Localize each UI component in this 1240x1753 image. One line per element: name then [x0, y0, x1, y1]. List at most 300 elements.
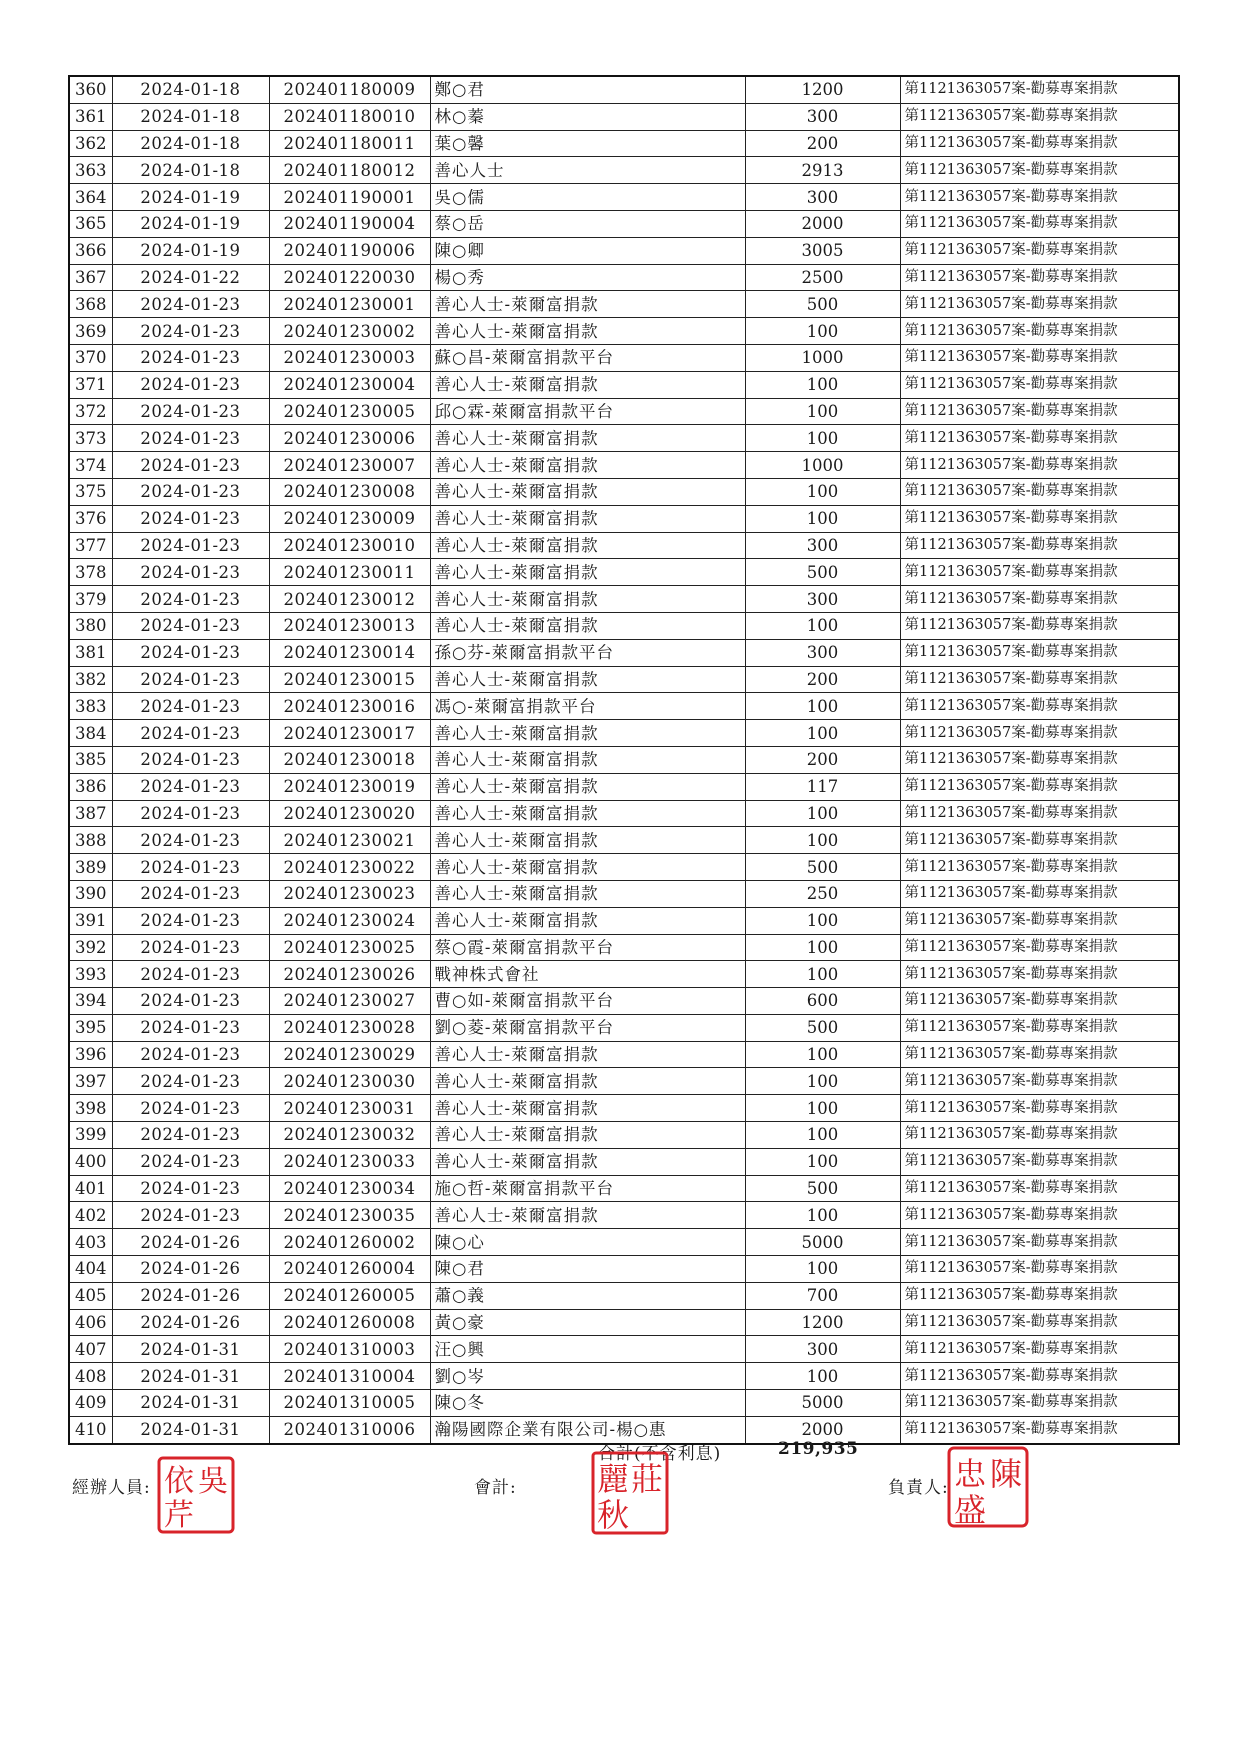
- cell-donor: 陳○君: [430, 1256, 745, 1283]
- cell-date: 2024-01-31: [112, 1336, 269, 1363]
- cell-amount: 500: [745, 1014, 900, 1041]
- cell-receipt-number: 202401230016: [269, 693, 430, 720]
- cell-note: 第1121363057案-勸募專案捐款: [900, 880, 1179, 907]
- cell-note: 第1121363057案-勸募專案捐款: [900, 184, 1179, 211]
- cell-row-number: 389: [69, 854, 112, 881]
- cell-receipt-number: 202401230021: [269, 827, 430, 854]
- cell-donor: 善心人士-萊爾富捐款: [430, 425, 745, 452]
- cell-date: 2024-01-23: [112, 1095, 269, 1122]
- cell-donor: 陳○心: [430, 1229, 745, 1256]
- cell-amount: 100: [745, 1363, 900, 1390]
- table-row: [69, 478, 1179, 505]
- cell-row-number: 388: [69, 827, 112, 854]
- table-row: [69, 1068, 1179, 1095]
- cell-donor: 劉○岑: [430, 1363, 745, 1390]
- table-row: [69, 210, 1179, 237]
- cell-date: 2024-01-23: [112, 746, 269, 773]
- table-row: [69, 720, 1179, 747]
- table-row: [69, 291, 1179, 318]
- table-row: [69, 425, 1179, 452]
- cell-note: 第1121363057案-勸募專案捐款: [900, 318, 1179, 345]
- cell-receipt-number: 202401230017: [269, 720, 430, 747]
- cell-receipt-number: 202401230034: [269, 1175, 430, 1202]
- cell-row-number: 401: [69, 1175, 112, 1202]
- cell-donor: 陳○冬: [430, 1390, 745, 1417]
- cell-date: 2024-01-31: [112, 1390, 269, 1417]
- cell-receipt-number: 202401230006: [269, 425, 430, 452]
- cell-date: 2024-01-31: [112, 1416, 269, 1443]
- cell-row-number: 398: [69, 1095, 112, 1122]
- cell-receipt-number: 202401230022: [269, 854, 430, 881]
- cell-row-number: 408: [69, 1363, 112, 1390]
- cell-note: 第1121363057案-勸募專案捐款: [900, 988, 1179, 1015]
- table-row: [69, 1390, 1179, 1417]
- cell-date: 2024-01-19: [112, 184, 269, 211]
- handler-seal-char-2: 依: [164, 1464, 194, 1499]
- cell-amount: 300: [745, 103, 900, 130]
- cell-receipt-number: 202401230011: [269, 559, 430, 586]
- table-row: [69, 371, 1179, 398]
- table-row: [69, 130, 1179, 157]
- cell-row-number: 367: [69, 264, 112, 291]
- table-row: [69, 237, 1179, 264]
- cell-amount: 100: [745, 1041, 900, 1068]
- cell-amount: 300: [745, 586, 900, 613]
- cell-donor: 善心人士-萊爾富捐款: [430, 318, 745, 345]
- cell-amount: 1000: [745, 344, 900, 371]
- table-row: [69, 907, 1179, 934]
- cell-row-number: 387: [69, 800, 112, 827]
- ledger-body: [69, 76, 1179, 1444]
- cell-date: 2024-01-18: [112, 103, 269, 130]
- cell-row-number: 375: [69, 478, 112, 505]
- cell-note: 第1121363057案-勸募專案捐款: [900, 907, 1179, 934]
- cell-date: 2024-01-23: [112, 586, 269, 613]
- cell-row-number: 371: [69, 371, 112, 398]
- cell-note: 第1121363057案-勸募專案捐款: [900, 746, 1179, 773]
- cell-date: 2024-01-23: [112, 478, 269, 505]
- cell-note: 第1121363057案-勸募專案捐款: [900, 1416, 1179, 1443]
- cell-amount: 100: [745, 318, 900, 345]
- cell-note: 第1121363057案-勸募專案捐款: [900, 237, 1179, 264]
- cell-donor: 善心人士-萊爾富捐款: [430, 1095, 745, 1122]
- accountant-label: 會計:: [474, 1478, 517, 1498]
- cell-note: 第1121363057案-勸募專案捐款: [900, 398, 1179, 425]
- cell-note: 第1121363057案-勸募專案捐款: [900, 291, 1179, 318]
- table-row: [69, 961, 1179, 988]
- cell-donor: 善心人士: [430, 157, 745, 184]
- cell-donor: 善心人士-萊爾富捐款: [430, 452, 745, 479]
- cell-date: 2024-01-23: [112, 773, 269, 800]
- table-row: [69, 880, 1179, 907]
- manager-label: 負責人:: [888, 1478, 949, 1498]
- cell-note: 第1121363057案-勸募專案捐款: [900, 157, 1179, 184]
- table-row: [69, 1014, 1179, 1041]
- cell-donor: 善心人士-萊爾富捐款: [430, 291, 745, 318]
- cell-row-number: 402: [69, 1202, 112, 1229]
- cell-date: 2024-01-23: [112, 907, 269, 934]
- cell-note: 第1121363057案-勸募專案捐款: [900, 130, 1179, 157]
- cell-amount: 5000: [745, 1229, 900, 1256]
- total-label: 合計(不含利息): [598, 1444, 722, 1464]
- cell-donor: 善心人士-萊爾富捐款: [430, 612, 745, 639]
- cell-date: 2024-01-23: [112, 532, 269, 559]
- cell-receipt-number: 202401230023: [269, 880, 430, 907]
- cell-row-number: 378: [69, 559, 112, 586]
- cell-receipt-number: 202401230025: [269, 934, 430, 961]
- cell-date: 2024-01-31: [112, 1363, 269, 1390]
- cell-donor: 蔡○岳: [430, 210, 745, 237]
- cell-receipt-number: 202401230004: [269, 371, 430, 398]
- table-row: [69, 1256, 1179, 1283]
- cell-amount: 1200: [745, 76, 900, 103]
- cell-amount: 100: [745, 505, 900, 532]
- cell-date: 2024-01-23: [112, 505, 269, 532]
- handler-seal: [156, 1455, 236, 1535]
- cell-receipt-number: 202401230035: [269, 1202, 430, 1229]
- cell-date: 2024-01-23: [112, 1014, 269, 1041]
- table-row: [69, 1148, 1179, 1175]
- cell-date: 2024-01-23: [112, 880, 269, 907]
- cell-note: 第1121363057案-勸募專案捐款: [900, 1282, 1179, 1309]
- cell-row-number: 400: [69, 1148, 112, 1175]
- cell-amount: 200: [745, 130, 900, 157]
- handler-label: 經辦人員:: [72, 1478, 151, 1498]
- cell-donor: 善心人士-萊爾富捐款: [430, 746, 745, 773]
- cell-date: 2024-01-18: [112, 130, 269, 157]
- table-row: [69, 1309, 1179, 1336]
- cell-row-number: 364: [69, 184, 112, 211]
- table-row: [69, 452, 1179, 479]
- accountant-seal-char-2: 麗: [596, 1460, 630, 1498]
- cell-row-number: 390: [69, 880, 112, 907]
- cell-donor: 善心人士-萊爾富捐款: [430, 1041, 745, 1068]
- cell-receipt-number: 202401180012: [269, 157, 430, 184]
- cell-row-number: 385: [69, 746, 112, 773]
- cell-amount: 100: [745, 371, 900, 398]
- cell-receipt-number: 202401230003: [269, 344, 430, 371]
- cell-amount: 200: [745, 666, 900, 693]
- table-row: [69, 76, 1179, 103]
- cell-note: 第1121363057案-勸募專案捐款: [900, 1309, 1179, 1336]
- cell-amount: 500: [745, 854, 900, 881]
- cell-receipt-number: 202401230027: [269, 988, 430, 1015]
- cell-note: 第1121363057案-勸募專案捐款: [900, 1256, 1179, 1283]
- cell-row-number: 403: [69, 1229, 112, 1256]
- cell-date: 2024-01-23: [112, 639, 269, 666]
- cell-donor: 邱○霖-萊爾富捐款平台: [430, 398, 745, 425]
- cell-donor: 鄭○君: [430, 76, 745, 103]
- cell-date: 2024-01-22: [112, 264, 269, 291]
- table-row: [69, 800, 1179, 827]
- cell-row-number: 380: [69, 612, 112, 639]
- cell-donor: 黃○豪: [430, 1309, 745, 1336]
- cell-receipt-number: 202401190004: [269, 210, 430, 237]
- cell-receipt-number: 202401260008: [269, 1309, 430, 1336]
- donation-ledger-table: [68, 75, 1180, 1445]
- cell-row-number: 384: [69, 720, 112, 747]
- cell-date: 2024-01-23: [112, 1175, 269, 1202]
- cell-date: 2024-01-23: [112, 988, 269, 1015]
- cell-receipt-number: 202401230033: [269, 1148, 430, 1175]
- cell-donor: 吳○儒: [430, 184, 745, 211]
- cell-date: 2024-01-23: [112, 934, 269, 961]
- cell-donor: 善心人士-萊爾富捐款: [430, 773, 745, 800]
- cell-donor: 善心人士-萊爾富捐款: [430, 1202, 745, 1229]
- cell-amount: 100: [745, 1122, 900, 1149]
- cell-note: 第1121363057案-勸募專案捐款: [900, 1122, 1179, 1149]
- table-row: [69, 1095, 1179, 1122]
- cell-donor: 瀚陽國際企業有限公司-楊○惠: [430, 1416, 745, 1443]
- cell-amount: 100: [745, 478, 900, 505]
- table-row: [69, 318, 1179, 345]
- cell-amount: 100: [745, 961, 900, 988]
- cell-amount: 2000: [745, 1416, 900, 1443]
- cell-row-number: 369: [69, 318, 112, 345]
- cell-receipt-number: 202401230001: [269, 291, 430, 318]
- cell-row-number: 372: [69, 398, 112, 425]
- cell-row-number: 396: [69, 1041, 112, 1068]
- table-row: [69, 1336, 1179, 1363]
- cell-donor: 善心人士-萊爾富捐款: [430, 371, 745, 398]
- cell-donor: 施○哲-萊爾富捐款平台: [430, 1175, 745, 1202]
- cell-amount: 3005: [745, 237, 900, 264]
- cell-donor: 善心人士-萊爾富捐款: [430, 827, 745, 854]
- cell-date: 2024-01-19: [112, 210, 269, 237]
- cell-row-number: 397: [69, 1068, 112, 1095]
- cell-note: 第1121363057案-勸募專案捐款: [900, 800, 1179, 827]
- cell-row-number: 386: [69, 773, 112, 800]
- cell-date: 2024-01-26: [112, 1309, 269, 1336]
- cell-amount: 1200: [745, 1309, 900, 1336]
- cell-amount: 5000: [745, 1390, 900, 1417]
- cell-amount: 500: [745, 1175, 900, 1202]
- cell-donor: 孫○芬-萊爾富捐款平台: [430, 639, 745, 666]
- cell-donor: 善心人士-萊爾富捐款: [430, 559, 745, 586]
- cell-receipt-number: 202401180010: [269, 103, 430, 130]
- table-row: [69, 398, 1179, 425]
- cell-note: 第1121363057案-勸募專案捐款: [900, 1095, 1179, 1122]
- cell-note: 第1121363057案-勸募專案捐款: [900, 1390, 1179, 1417]
- cell-date: 2024-01-23: [112, 1122, 269, 1149]
- cell-amount: 100: [745, 425, 900, 452]
- cell-donor: 善心人士-萊爾富捐款: [430, 478, 745, 505]
- accountant-seal-char-1: 莊: [630, 1460, 664, 1498]
- table-row: [69, 586, 1179, 613]
- cell-amount: 100: [745, 693, 900, 720]
- cell-receipt-number: 202401230012: [269, 586, 430, 613]
- cell-receipt-number: 202401230005: [269, 398, 430, 425]
- cell-amount: 100: [745, 1095, 900, 1122]
- cell-receipt-number: 202401190001: [269, 184, 430, 211]
- cell-row-number: 399: [69, 1122, 112, 1149]
- cell-note: 第1121363057案-勸募專案捐款: [900, 103, 1179, 130]
- cell-amount: 700: [745, 1282, 900, 1309]
- cell-note: 第1121363057案-勸募專案捐款: [900, 666, 1179, 693]
- cell-amount: 2500: [745, 264, 900, 291]
- cell-amount: 500: [745, 291, 900, 318]
- cell-donor: 善心人士-萊爾富捐款: [430, 1122, 745, 1149]
- cell-date: 2024-01-23: [112, 1202, 269, 1229]
- cell-row-number: 406: [69, 1309, 112, 1336]
- cell-note: 第1121363057案-勸募專案捐款: [900, 478, 1179, 505]
- cell-row-number: 393: [69, 961, 112, 988]
- cell-row-number: 404: [69, 1256, 112, 1283]
- table-row: [69, 1202, 1179, 1229]
- cell-note: 第1121363057案-勸募專案捐款: [900, 452, 1179, 479]
- cell-row-number: 391: [69, 907, 112, 934]
- cell-donor: 善心人士-萊爾富捐款: [430, 880, 745, 907]
- cell-receipt-number: 202401230032: [269, 1122, 430, 1149]
- cell-date: 2024-01-23: [112, 398, 269, 425]
- cell-date: 2024-01-23: [112, 559, 269, 586]
- table-row: [69, 1122, 1179, 1149]
- cell-donor: 馮○-萊爾富捐款平台: [430, 693, 745, 720]
- cell-receipt-number: 202401260005: [269, 1282, 430, 1309]
- cell-date: 2024-01-23: [112, 291, 269, 318]
- cell-row-number: 381: [69, 639, 112, 666]
- cell-amount: 1000: [745, 452, 900, 479]
- cell-row-number: 394: [69, 988, 112, 1015]
- cell-row-number: 363: [69, 157, 112, 184]
- cell-row-number: 379: [69, 586, 112, 613]
- cell-note: 第1121363057案-勸募專案捐款: [900, 264, 1179, 291]
- cell-receipt-number: 202401230018: [269, 746, 430, 773]
- cell-donor: 汪○興: [430, 1336, 745, 1363]
- table-row: [69, 184, 1179, 211]
- table-row: [69, 666, 1179, 693]
- cell-row-number: 366: [69, 237, 112, 264]
- manager-seal: [946, 1445, 1030, 1529]
- cell-date: 2024-01-23: [112, 452, 269, 479]
- table-row: [69, 1282, 1179, 1309]
- cell-row-number: 383: [69, 693, 112, 720]
- table-row: [69, 344, 1179, 371]
- cell-note: 第1121363057案-勸募專案捐款: [900, 720, 1179, 747]
- cell-date: 2024-01-23: [112, 693, 269, 720]
- table-row: [69, 988, 1179, 1015]
- cell-note: 第1121363057案-勸募專案捐款: [900, 425, 1179, 452]
- cell-receipt-number: 202401310003: [269, 1336, 430, 1363]
- cell-donor: 善心人士-萊爾富捐款: [430, 800, 745, 827]
- cell-row-number: 405: [69, 1282, 112, 1309]
- cell-date: 2024-01-23: [112, 1041, 269, 1068]
- cell-donor: 林○蓁: [430, 103, 745, 130]
- cell-receipt-number: 202401230013: [269, 612, 430, 639]
- cell-donor: 善心人士-萊爾富捐款: [430, 666, 745, 693]
- cell-receipt-number: 202401230008: [269, 478, 430, 505]
- cell-receipt-number: 202401230010: [269, 532, 430, 559]
- cell-receipt-number: 202401230030: [269, 1068, 430, 1095]
- cell-note: 第1121363057案-勸募專案捐款: [900, 1068, 1179, 1095]
- cell-amount: 250: [745, 880, 900, 907]
- cell-row-number: 365: [69, 210, 112, 237]
- cell-date: 2024-01-19: [112, 237, 269, 264]
- cell-date: 2024-01-23: [112, 827, 269, 854]
- cell-date: 2024-01-23: [112, 371, 269, 398]
- cell-amount: 100: [745, 1068, 900, 1095]
- cell-note: 第1121363057案-勸募專案捐款: [900, 586, 1179, 613]
- table-row: [69, 934, 1179, 961]
- cell-receipt-number: 202401230031: [269, 1095, 430, 1122]
- cell-amount: 300: [745, 184, 900, 211]
- cell-donor: 戰神株式會社: [430, 961, 745, 988]
- cell-date: 2024-01-23: [112, 1148, 269, 1175]
- cell-date: 2024-01-26: [112, 1229, 269, 1256]
- table-row: [69, 612, 1179, 639]
- table-row: [69, 559, 1179, 586]
- manager-seal-char-1: 陳: [989, 1455, 1023, 1493]
- cell-amount: 2000: [745, 210, 900, 237]
- table-row: [69, 639, 1179, 666]
- cell-note: 第1121363057案-勸募專案捐款: [900, 1014, 1179, 1041]
- cell-receipt-number: 202401310006: [269, 1416, 430, 1443]
- cell-donor: 劉○菱-萊爾富捐款平台: [430, 1014, 745, 1041]
- cell-row-number: 368: [69, 291, 112, 318]
- cell-note: 第1121363057案-勸募專案捐款: [900, 76, 1179, 103]
- cell-receipt-number: 202401260004: [269, 1256, 430, 1283]
- cell-amount: 300: [745, 639, 900, 666]
- cell-donor: 蘇○昌-萊爾富捐款平台: [430, 344, 745, 371]
- cell-note: 第1121363057案-勸募專案捐款: [900, 1363, 1179, 1390]
- handler-seal-char-1: 吳: [198, 1464, 228, 1499]
- table-row: [69, 532, 1179, 559]
- cell-date: 2024-01-23: [112, 425, 269, 452]
- cell-note: 第1121363057案-勸募專案捐款: [900, 1336, 1179, 1363]
- cell-amount: 100: [745, 612, 900, 639]
- cell-date: 2024-01-18: [112, 157, 269, 184]
- table-row: [69, 854, 1179, 881]
- cell-donor: 善心人士-萊爾富捐款: [430, 1068, 745, 1095]
- cell-note: 第1121363057案-勸募專案捐款: [900, 854, 1179, 881]
- cell-donor: 善心人士-萊爾富捐款: [430, 720, 745, 747]
- cell-receipt-number: 202401230002: [269, 318, 430, 345]
- cell-receipt-number: 202401180011: [269, 130, 430, 157]
- cell-amount: 100: [745, 1256, 900, 1283]
- cell-note: 第1121363057案-勸募專案捐款: [900, 612, 1179, 639]
- cell-amount: 100: [745, 827, 900, 854]
- cell-note: 第1121363057案-勸募專案捐款: [900, 827, 1179, 854]
- cell-amount: 117: [745, 773, 900, 800]
- cell-amount: 300: [745, 532, 900, 559]
- cell-receipt-number: 202401230014: [269, 639, 430, 666]
- table-row: [69, 773, 1179, 800]
- cell-date: 2024-01-23: [112, 666, 269, 693]
- cell-note: 第1121363057案-勸募專案捐款: [900, 1148, 1179, 1175]
- cell-donor: 曹○如-萊爾富捐款平台: [430, 988, 745, 1015]
- cell-row-number: 409: [69, 1390, 112, 1417]
- cell-donor: 楊○秀: [430, 264, 745, 291]
- cell-date: 2024-01-23: [112, 612, 269, 639]
- cell-row-number: 370: [69, 344, 112, 371]
- cell-donor: 善心人士-萊爾富捐款: [430, 505, 745, 532]
- cell-row-number: 382: [69, 666, 112, 693]
- table-row: [69, 1041, 1179, 1068]
- cell-row-number: 373: [69, 425, 112, 452]
- cell-receipt-number: 202401180009: [269, 76, 430, 103]
- cell-row-number: 362: [69, 130, 112, 157]
- cell-amount: 600: [745, 988, 900, 1015]
- cell-row-number: 361: [69, 103, 112, 130]
- cell-donor: 善心人士-萊爾富捐款: [430, 907, 745, 934]
- table-row: [69, 827, 1179, 854]
- cell-donor: 蔡○霞-萊爾富捐款平台: [430, 934, 745, 961]
- cell-receipt-number: 202401230015: [269, 666, 430, 693]
- cell-receipt-number: 202401230009: [269, 505, 430, 532]
- cell-note: 第1121363057案-勸募專案捐款: [900, 934, 1179, 961]
- cell-receipt-number: 202401190006: [269, 237, 430, 264]
- cell-amount: 100: [745, 1202, 900, 1229]
